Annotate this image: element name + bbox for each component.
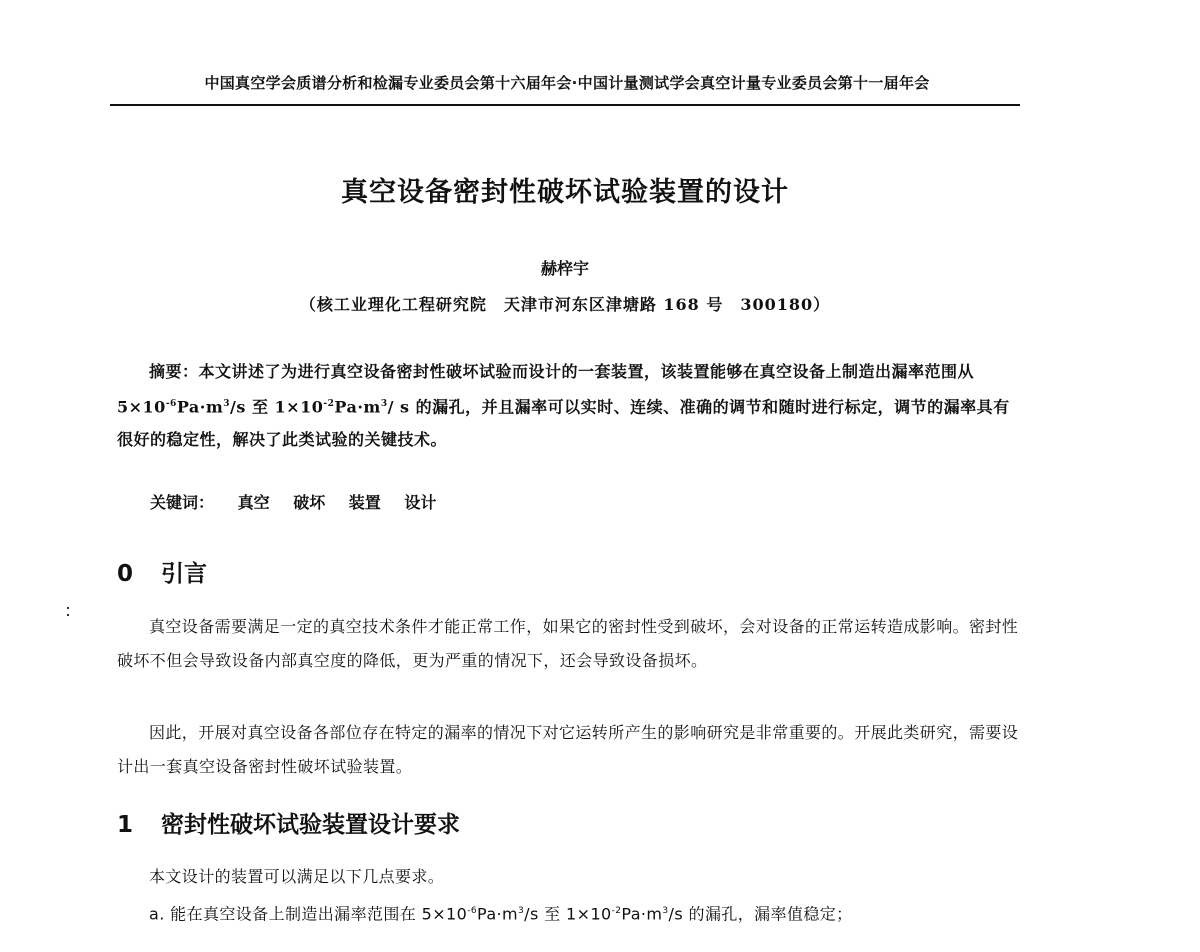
- keyword: 设计: [404, 493, 437, 512]
- paper-title: 真空设备密封性破坏试验装置的设计: [341, 177, 789, 208]
- abstract: [117, 355, 1022, 456]
- section-title: 密封性破坏试验装置设计要求: [161, 812, 460, 838]
- header-rule: [110, 104, 1020, 106]
- paragraph: 因此，开展对真空设备各部位存在特定的漏率的情况下对它运转所产生的影响研究是非常重要的。开展此类研究，需要设计出一套真空设备密封性破坏试验装置。: [117, 723, 1019, 776]
- keywords: [150, 490, 436, 513]
- section-number: 0: [117, 561, 134, 587]
- section-intro: 本文设计的装置可以满足以下几点要求。: [149, 867, 445, 886]
- paper-author: 赫梓宇: [540, 259, 589, 278]
- keyword: 真空: [237, 493, 270, 512]
- section-title: 引言: [161, 561, 207, 587]
- section-heading: [117, 806, 460, 839]
- paragraph: 真空设备需要满足一定的真空技术条件才能正常工作，如果它的密封性受到破坏，会对设备的正常运转造成影响。密封性破坏不但会导致设备内部真空度的降低，更为严重的情况下，还会导致设备损坏。: [117, 617, 1019, 670]
- keyword: 破坏: [293, 493, 326, 512]
- margin-mark: [67, 607, 69, 617]
- keyword: 装置: [348, 493, 381, 512]
- section-number: 1: [117, 812, 134, 838]
- running-header: 中国真空学会质谱分析和检漏专业委员会第十六届年会·中国计量测试学会真空计量专业委员会第十一届年会: [204, 74, 930, 92]
- abstract-text: 摘要：本文讲述了为进行真空设备密封性破坏试验而设计的一套装置，该装置能够在真空设备上制造出漏率范围从 $5\times 10^{-6}Pa\cdot m^3/s$ 至 $1\times 10^{-2}Pa\cdot m^3/$ s 的漏孔，并且漏率可以实时、连续、准确的调节和随时进行标定，调节的漏率具有很好的稳定性，解决了此类试验的关键技术。: [117, 362, 1010, 450]
- paper-affiliation: （核工业理化工程研究院 天津市河东区津塘路 168 号 300180）: [299, 295, 831, 314]
- requirement-item-a: a. 能在真空设备上制造出漏率范围在 $5\times 10^{-6}Pa\cdot m^3/s$ 至 $1\times 10^{-2}Pa\cdot m^3/s$ 的漏孔，漏率值稳定；: [149, 904, 853, 924]
- abstract-label: 摘要：: [149, 362, 199, 381]
- keywords-label: 关键词：: [150, 493, 215, 512]
- section-heading: [117, 555, 207, 588]
- paragraph: [117, 860, 1022, 931]
